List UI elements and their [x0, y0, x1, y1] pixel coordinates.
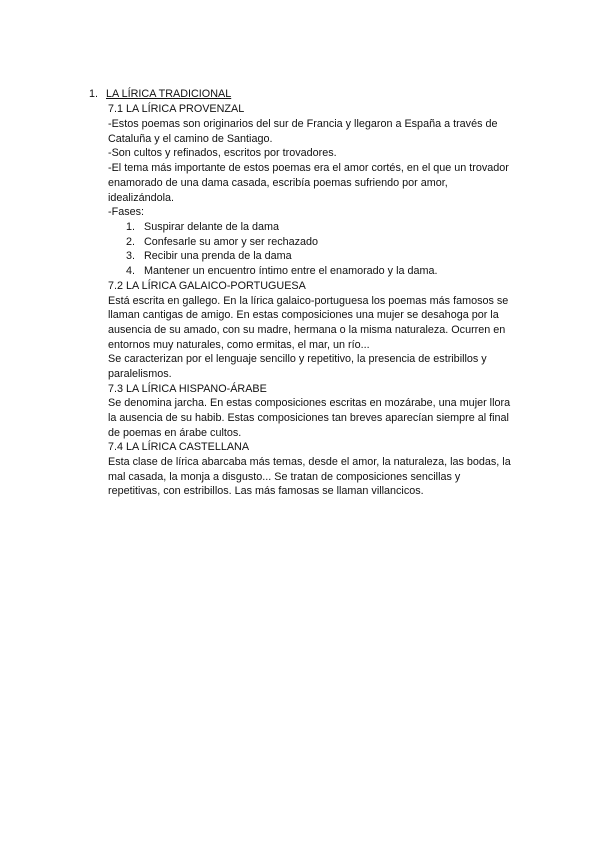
paragraph-line: Se denomina jarcha. En estas composiciones escritas en mozárabe, una mujer llora	[108, 397, 511, 409]
document-title: LA LÍRICA TRADICIONAL	[106, 88, 232, 100]
phase-number: 4.	[126, 265, 136, 277]
paragraph-line: -Estos poemas son originarios del sur de Francia y llegaron a España a través de	[108, 118, 498, 130]
paragraph-line: enamorado de una dama casada, escribía poemas sufriendo por amor,	[108, 177, 448, 189]
paragraph-line: Está escrita en gallego. En la lírica galaico-portuguesa los poemas más famosos se	[108, 295, 509, 307]
paragraph-line: la ausencia de su habib. Estas composiciones tan breves aparecían siempre al final	[108, 412, 509, 424]
phase-number: 2.	[126, 236, 136, 248]
phase-number: 1.	[126, 221, 136, 233]
phase-text: Recibir una prenda de la dama	[144, 250, 292, 262]
paragraph-line: entornos muy naturales, como ermitas, el mar, un río...	[108, 339, 370, 351]
paragraph-line: mal casada, la monja a disgusto... Se tratan de composiciones sencillas y	[108, 471, 461, 483]
phase-text: Confesarle su amor y ser rechazado	[144, 236, 319, 248]
paragraph-line: repetitivas, con estribillos. Las más famosas se llaman villancicos.	[108, 485, 424, 497]
paragraph-line: Se caracterizan por el lenguaje sencillo y repetitivo, la presencia de estribillos y	[108, 353, 487, 365]
paragraph-line: paralelismos.	[108, 368, 172, 380]
paragraph-line: -El tema más importante de estos poemas era el amor cortés, en el que un trovador	[108, 162, 509, 174]
paragraph-line: llaman cantigas de amigo. En estas composiciones una mujer se desahoga por la	[108, 309, 499, 321]
title-number: 1.	[89, 88, 99, 100]
phase-text: Suspirar delante de la dama	[144, 221, 280, 233]
paragraph-line: -Fases:	[108, 206, 144, 218]
section-heading: 7.3 LA LÍRICA HISPANO-ÁRABE	[108, 383, 267, 395]
paragraph-line: -Son cultos y refinados, escritos por trovadores.	[108, 147, 337, 159]
paragraph-line: idealizándola.	[108, 192, 175, 204]
section-heading: 7.2 LA LÍRICA GALAICO-PORTUGUESA	[108, 280, 306, 292]
section-heading: 7.4 LA LÍRICA CASTELLANA	[108, 441, 250, 453]
phase-text: Mantener un encuentro íntimo entre el enamorado y la dama.	[144, 265, 438, 277]
section-heading: 7.1 LA LÍRICA PROVENZAL	[108, 103, 245, 115]
paragraph-line: ausencia de su amado, con su madre, hermana o la misma naturaleza. Ocurren en	[108, 324, 506, 336]
paragraph-line: de poemas en árabe cultos.	[108, 427, 242, 439]
paragraph-line: Cataluña y el camino de Santiago.	[108, 133, 273, 145]
phase-number: 3.	[126, 250, 136, 262]
paragraph-line: Esta clase de lírica abarcaba más temas, desde el amor, la naturaleza, las bodas, la	[108, 456, 511, 468]
